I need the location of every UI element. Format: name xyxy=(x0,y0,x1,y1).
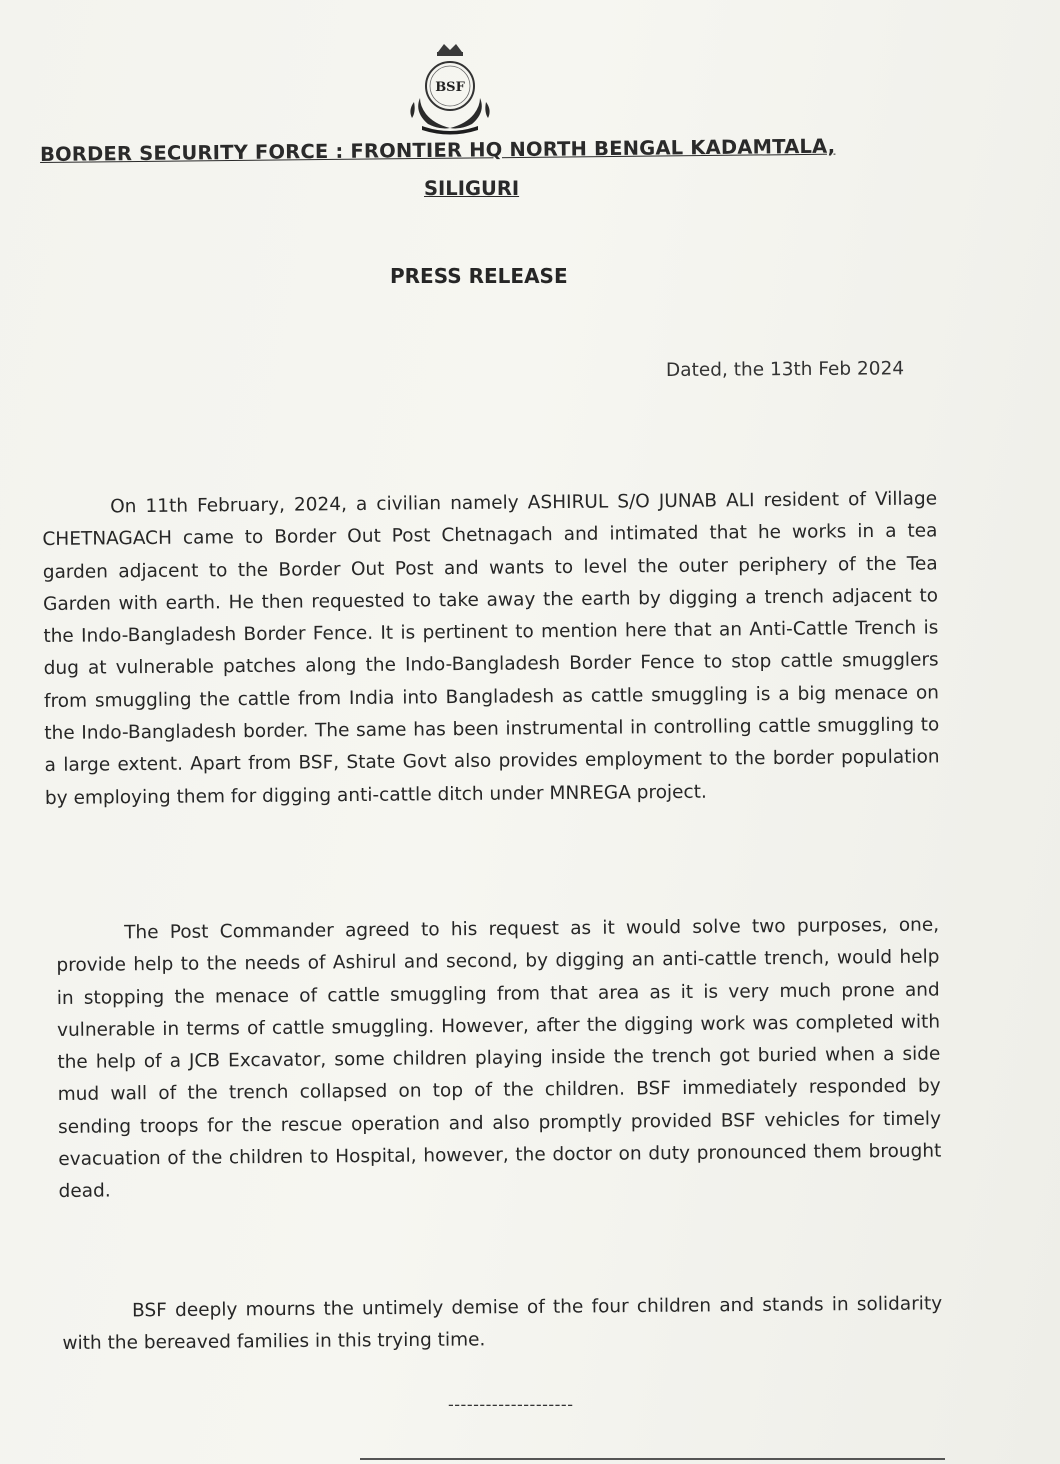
paragraph-3: BSF deeply mourns the untimely demise of the four children and stands in solidarity with the bereaved families in this trying time. xyxy=(62,1293,943,1355)
document-date: Dated, the 13th Feb 2024 xyxy=(665,358,905,381)
header-organization: BORDER SECURITY FORCE : FRONTIER HQ NORTH BENGAL KADAMTALA, xyxy=(39,134,836,166)
header-location: SILIGURI xyxy=(424,177,520,200)
bsf-emblem-icon xyxy=(400,40,500,135)
closing-dash-line: -------------------- xyxy=(448,1395,574,1414)
paragraph-1: On 11th February, 2024, a civilian namely ASHIRUL S/O JUNAB ALI resident of Village CHETNAGACH came to Border Out Post Chetnagach and intimated that he works in a tea garden adjacent to the Border Out Post and wants to level the outer periphery of the Tea Garden with earth. He then requested to take away the earth by digging a trench adjacent to the Indo-Bangladesh Border Fence. It is pertinent to mention here that an Anti-Cattle Trench is dug at vulnerable patches along the Indo-Bangladesh Border Fence to stop cattle smugglers from smuggling the cattle from India into Bangladesh as cattle smuggling is a big menace on the Indo-Bangladesh border. The same has been instrumental in controlling cattle smuggling to a large extent. Apart from BSF, State Govt also provides employment to the border population by employing them for digging anti-cattle ditch under MNREGA project. xyxy=(42,488,940,809)
emblem-text: BSF xyxy=(435,80,465,95)
paragraph-2: The Post Commander agreed to his request as it would solve two purposes, one, provide help to the needs of Ashirul and second, by digging an anti-cattle trench, would help in stopping the menace of cattle smuggling from that area as it is very much prone and vulnerable in terms of cattle smuggling. However, after the digging work was completed with the help of a JCB Excavator, some children playing inside the trench got buried when a side mud wall of the trench collapsed on top of the children. BSF immediately responded by sending troops for the rescue operation and also promptly provided BSF vehicles for timely evacuation of the children to Hospital, however, the doctor on duty pronounced them brought dead. xyxy=(56,914,942,1203)
bottom-rule xyxy=(360,1458,945,1460)
document-title: PRESS RELEASE xyxy=(390,264,568,288)
